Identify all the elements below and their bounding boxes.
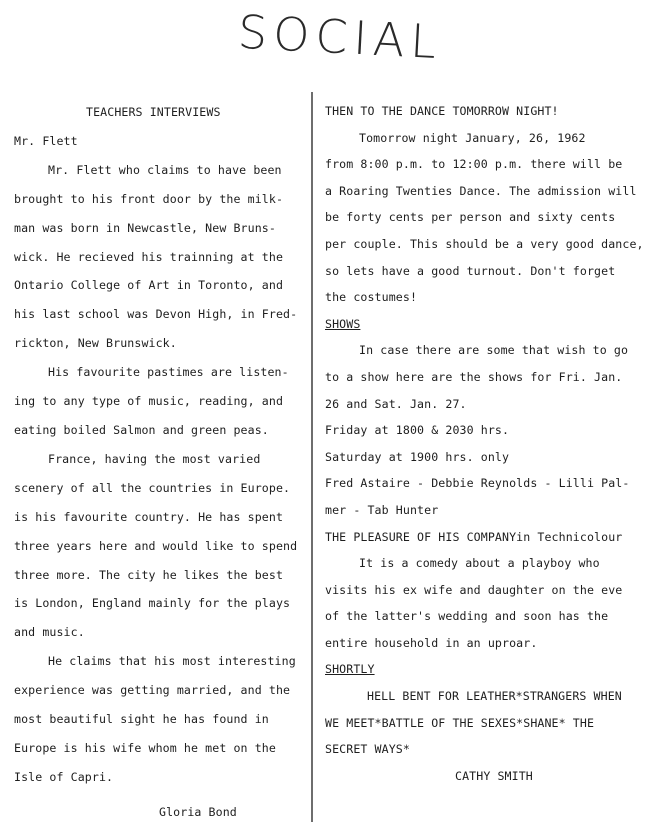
text-line: be forty cents per person and sixty cents xyxy=(325,210,616,225)
text-line: is his favourite country. He has spent xyxy=(14,509,284,524)
text-line: per couple. This should be a very good dance, xyxy=(325,236,644,251)
text-line: Europe is his wife whom he met on the xyxy=(14,740,276,755)
text-line: and music. xyxy=(14,625,85,640)
page-title: SOCIAL xyxy=(236,4,444,70)
text-line: France, having the most varied xyxy=(48,451,261,466)
text-line: 26 and Sat. Jan. 27. xyxy=(325,396,467,411)
author-signature: Gloria Bond xyxy=(159,804,237,819)
text-line: three years here and would like to spend xyxy=(14,538,298,553)
text-line: three more. The city he likes the best xyxy=(14,567,284,582)
text-line: ing to any type of music, reading, and xyxy=(14,394,284,409)
text-line: experience was getting married, and the xyxy=(14,683,291,698)
text-line: His favourite pastimes are listen- xyxy=(48,365,289,380)
shortly-heading: SHORTLY xyxy=(325,662,375,677)
section-heading: TEACHERS INTERVIEWS xyxy=(86,105,221,119)
text-line: Fred Astaire - Debbie Reynolds - Lilli Pal- xyxy=(325,476,630,491)
text-line: WE MEET*BATTLE OF THE SEXES*SHANE* THE xyxy=(325,715,595,730)
interview-subject: Mr. Flett xyxy=(14,133,78,148)
text-line: to a show here are the shows for Fri. Jan. xyxy=(325,369,623,384)
text-line: is London, England mainly for the plays xyxy=(14,596,291,611)
text-line: THE PLEASURE OF HIS COMPANYin Technicolour xyxy=(325,529,623,544)
text-line: rickton, New Brunswick. xyxy=(14,336,177,351)
column-divider xyxy=(311,92,313,822)
text-line: Mr. Flett who claims to have been xyxy=(48,162,282,177)
dance-and-shows-column xyxy=(325,98,647,789)
text-line: He claims that his most interesting xyxy=(48,654,296,669)
text-line: his last school was Devon High, in Fred- xyxy=(14,307,298,322)
text-line: eating boiled Salmon and green peas. xyxy=(14,422,269,437)
teachers-interviews-column xyxy=(14,98,306,827)
text-line: from 8:00 p.m. to 12:00 p.m. there will be xyxy=(325,157,623,172)
text-line: brought to his front door by the milk- xyxy=(14,191,284,206)
text-line: scenery of all the countries in Europe. xyxy=(14,480,291,495)
text-line: man was born in Newcastle, New Bruns- xyxy=(14,220,276,235)
text-line: wick. He recieved his trainning at the xyxy=(14,249,284,264)
text-line: entire household in an uproar. xyxy=(325,635,538,650)
text-line: SECRET WAYS* xyxy=(325,742,410,757)
text-line: HELL BENT FOR LEATHER*STRANGERS WHEN xyxy=(367,689,622,704)
section-heading: THEN TO THE DANCE TOMORROW NIGHT! xyxy=(325,104,559,118)
text-line: In case there are some that wish to go xyxy=(359,343,629,358)
shows-heading: SHOWS xyxy=(325,316,361,331)
text-line: a Roaring Twenties Dance. The admission will xyxy=(325,183,637,198)
text-line: visits his ex wife and daughter on the eve xyxy=(325,582,623,597)
text-line: It is a comedy about a playboy who xyxy=(359,556,600,571)
text-line: the costumes! xyxy=(325,290,418,305)
text-line: Saturday at 1900 hrs. only xyxy=(325,449,510,464)
text-line: most beautiful sight he has found in xyxy=(14,712,269,727)
text-line: Ontario College of Art in Toronto, and xyxy=(14,278,284,293)
text-line: so lets have a good turnout. Don't forget xyxy=(325,263,616,278)
text-line: Friday at 1800 & 2030 hrs. xyxy=(325,423,510,438)
text-line: Tomorrow night January, 26, 1962 xyxy=(359,130,586,145)
author-signature: CATHY SMITH xyxy=(455,768,533,783)
text-line: of the latter's wedding and soon has the xyxy=(325,609,609,624)
text-line: mer - Tab Hunter xyxy=(325,502,439,517)
text-line: Isle of Capri. xyxy=(14,769,114,784)
